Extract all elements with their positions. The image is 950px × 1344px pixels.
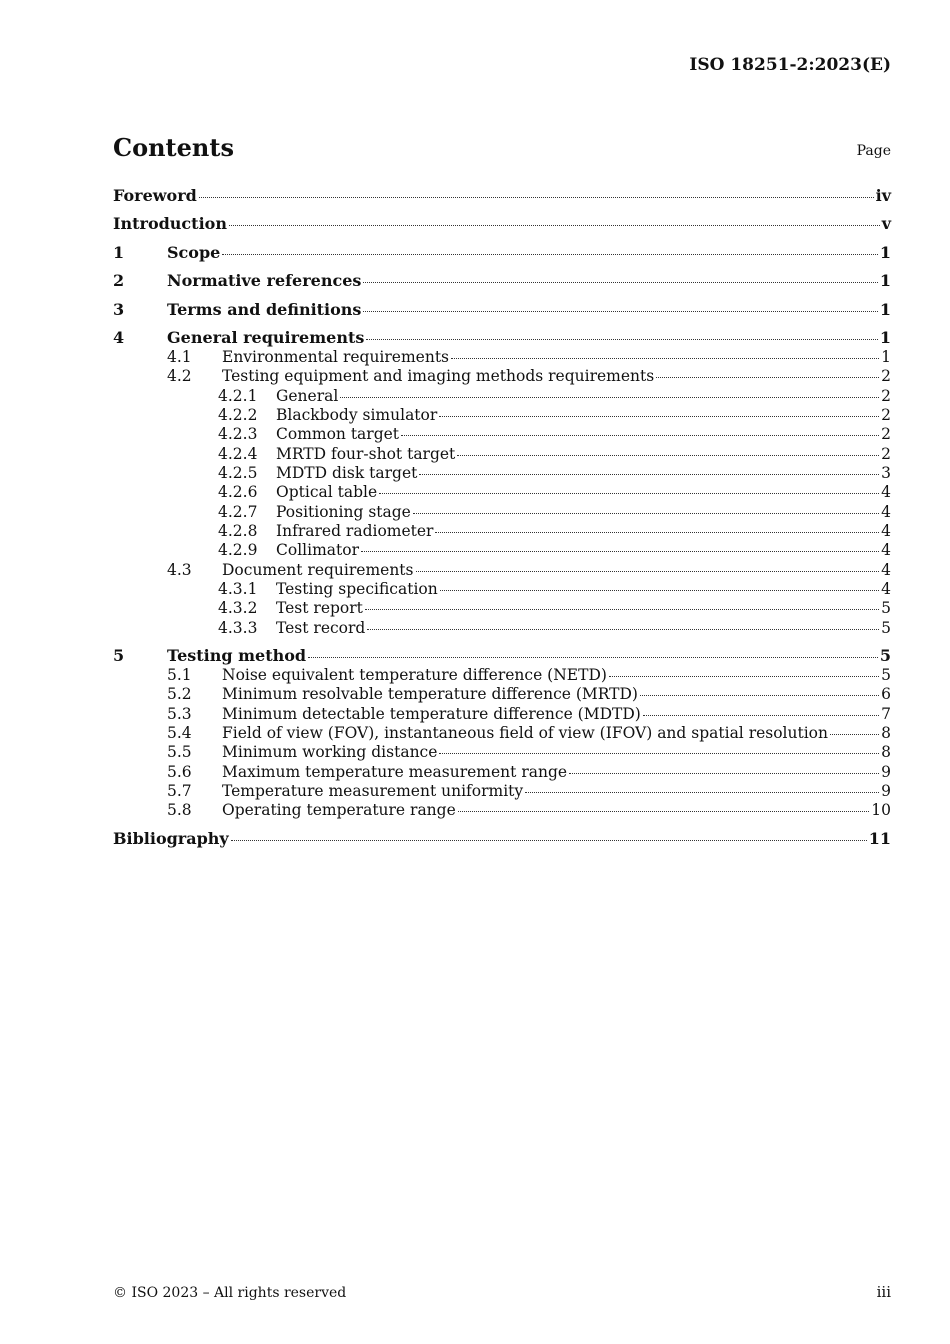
toc-entry[interactable] bbox=[113, 598, 891, 618]
toc-entry-page: 3 bbox=[881, 464, 891, 482]
toc-entry-page: 9 bbox=[881, 763, 891, 781]
toc-entry-number: 4.2.9 bbox=[218, 541, 258, 559]
toc-entry-page: 7 bbox=[881, 705, 891, 723]
toc-entry-number: 4.2.4 bbox=[218, 445, 258, 463]
dot-leader bbox=[440, 590, 879, 591]
toc-entry[interactable] bbox=[113, 540, 891, 560]
dot-leader bbox=[439, 416, 879, 417]
footer-page-number: iii bbox=[876, 1283, 891, 1301]
dot-leader bbox=[365, 609, 879, 610]
dot-leader bbox=[308, 657, 878, 658]
toc-entry-page: 2 bbox=[881, 367, 891, 385]
toc-entry-page: 4 bbox=[881, 580, 891, 598]
toc-entry-page: 4 bbox=[881, 503, 891, 521]
toc-entry-title: Document requirements bbox=[222, 561, 414, 579]
toc-entry[interactable] bbox=[113, 243, 891, 263]
toc-entry-title: Temperature measurement uniformity bbox=[222, 782, 524, 800]
dot-leader bbox=[451, 358, 879, 359]
dot-leader bbox=[379, 493, 879, 494]
toc-entry-page: 4 bbox=[881, 541, 891, 559]
toc-entry-number: 4.2.5 bbox=[218, 464, 258, 482]
toc-entry-number: 4 bbox=[113, 328, 125, 347]
toc-entry-title: Optical table bbox=[276, 483, 378, 501]
toc-entry-number: 4.2.1 bbox=[218, 387, 258, 405]
toc-entry-title: Test record bbox=[276, 619, 366, 637]
toc-entry-page: 4 bbox=[881, 522, 891, 540]
toc-entry[interactable] bbox=[113, 271, 891, 291]
dot-leader bbox=[435, 532, 879, 533]
toc-entry[interactable] bbox=[113, 214, 891, 234]
toc-entry-title: Environmental requirements bbox=[222, 348, 450, 366]
toc-entry-title: Blackbody simulator bbox=[276, 406, 438, 424]
toc-entry-title: Terms and definitions bbox=[167, 300, 362, 319]
toc-entry-page: 1 bbox=[879, 300, 891, 319]
dot-leader bbox=[363, 311, 877, 312]
toc-entry-title: Field of view (FOV), instantaneous field of view (IFOV) and spatial resolution bbox=[222, 724, 828, 742]
dot-leader bbox=[367, 629, 879, 630]
dot-leader bbox=[366, 339, 878, 340]
toc-entry-number: 5.4 bbox=[167, 724, 192, 742]
toc-entry[interactable] bbox=[113, 482, 891, 502]
dot-leader bbox=[413, 513, 879, 514]
toc-entry[interactable] bbox=[113, 723, 891, 743]
toc-entry-title: Foreword bbox=[113, 186, 197, 205]
dot-leader bbox=[419, 474, 879, 475]
toc-entry-number: 4.2.2 bbox=[218, 406, 258, 424]
dot-leader bbox=[363, 282, 877, 283]
toc-entry-number: 4.3 bbox=[167, 561, 192, 579]
toc-entry[interactable] bbox=[113, 646, 891, 666]
dot-leader bbox=[361, 551, 879, 552]
dot-leader bbox=[656, 377, 879, 378]
toc-entry-title: MRTD four-shot target bbox=[276, 445, 456, 463]
dot-leader bbox=[401, 435, 879, 436]
toc-entry-title: Minimum working distance bbox=[222, 743, 438, 761]
dot-leader bbox=[439, 753, 879, 754]
toc-entry-number: 5.3 bbox=[167, 705, 192, 723]
toc-entry-title: Testing specification bbox=[276, 580, 438, 598]
dot-leader bbox=[457, 455, 879, 456]
toc-entry-title: Testing method bbox=[167, 646, 307, 665]
toc-entry-title: Testing equipment and imaging methods requirements bbox=[222, 367, 655, 385]
toc-entry-title: Introduction bbox=[113, 214, 227, 233]
toc-entry-number: 5.8 bbox=[167, 801, 192, 819]
toc-entry-number: 5.7 bbox=[167, 782, 192, 800]
toc-entry-number: 5.2 bbox=[167, 685, 192, 703]
toc-entry-page: 10 bbox=[871, 801, 891, 819]
toc-entry-page: 8 bbox=[881, 743, 891, 761]
toc-entry-title: Infrared radiometer bbox=[276, 522, 434, 540]
page-column-label: Page bbox=[856, 143, 891, 159]
toc-entry-number: 4.2.8 bbox=[218, 522, 258, 540]
toc-entry[interactable] bbox=[113, 502, 891, 522]
toc-entry[interactable] bbox=[113, 521, 891, 541]
toc-entry[interactable] bbox=[113, 560, 891, 580]
toc-entry-title: Minimum resolvable temperature difference (MRTD) bbox=[222, 685, 638, 703]
dot-leader bbox=[525, 792, 879, 793]
toc-entry-number: 2 bbox=[113, 271, 125, 290]
toc-entry[interactable] bbox=[113, 829, 891, 849]
toc-entry[interactable] bbox=[113, 186, 891, 206]
toc-entry-page: 9 bbox=[881, 782, 891, 800]
toc-entry-title: Bibliography bbox=[113, 829, 229, 848]
toc-entry[interactable] bbox=[113, 463, 891, 483]
toc-entry-page: 2 bbox=[881, 406, 891, 424]
toc-entry-title: General bbox=[276, 387, 339, 405]
toc-entry[interactable] bbox=[113, 405, 891, 425]
toc-entry-number: 1 bbox=[113, 243, 125, 262]
dot-leader bbox=[416, 571, 880, 572]
dot-leader bbox=[199, 197, 874, 198]
toc-entry-page: 2 bbox=[881, 387, 891, 405]
toc-entry-title: Operating temperature range bbox=[222, 801, 456, 819]
toc-entry-number: 4.1 bbox=[167, 348, 192, 366]
toc-entry-page: iv bbox=[875, 186, 891, 205]
toc-entry[interactable] bbox=[113, 328, 891, 348]
toc-entry-title: General requirements bbox=[167, 328, 365, 347]
toc-entry-page: 6 bbox=[881, 685, 891, 703]
table-of-contents bbox=[113, 0, 891, 900]
toc-entry-page: 5 bbox=[881, 599, 891, 617]
toc-entry[interactable] bbox=[113, 684, 891, 704]
toc-entry[interactable] bbox=[113, 386, 891, 406]
toc-entry-title: Positioning stage bbox=[276, 503, 411, 521]
dot-leader bbox=[340, 397, 879, 398]
toc-entry-page: 11 bbox=[868, 829, 891, 848]
page-title: Contents bbox=[113, 133, 234, 162]
toc-entry[interactable] bbox=[113, 579, 891, 599]
toc-entry-page: 4 bbox=[881, 561, 891, 579]
toc-entry[interactable] bbox=[113, 366, 891, 386]
toc-entry-title: Noise equivalent temperature difference (NETD) bbox=[222, 666, 607, 684]
dot-leader bbox=[222, 254, 878, 255]
toc-entry-page: 5 bbox=[881, 619, 891, 637]
dot-leader bbox=[640, 695, 879, 696]
toc-entry[interactable] bbox=[113, 424, 891, 444]
toc-entry[interactable] bbox=[113, 762, 891, 782]
toc-entry-title: Minimum detectable temperature difference (MDTD) bbox=[222, 705, 641, 723]
toc-entry[interactable] bbox=[113, 704, 891, 724]
standard-id: ISO 18251-2:2023(E) bbox=[689, 55, 891, 75]
toc-entry-number: 4.2.3 bbox=[218, 425, 258, 443]
toc-entry-page: 4 bbox=[881, 483, 891, 501]
toc-entry-title: Test report bbox=[276, 599, 363, 617]
toc-entry-page: 1 bbox=[879, 328, 891, 347]
toc-entry-page: 2 bbox=[881, 445, 891, 463]
dot-leader bbox=[229, 225, 880, 226]
toc-entry[interactable] bbox=[113, 781, 891, 801]
toc-entry-number: 5.1 bbox=[167, 666, 192, 684]
toc-entry-number: 4.2.7 bbox=[218, 503, 258, 521]
dot-leader bbox=[569, 773, 879, 774]
toc-entry-page: 5 bbox=[881, 666, 891, 684]
toc-entry-number: 4.2 bbox=[167, 367, 192, 385]
toc-entry[interactable] bbox=[113, 300, 891, 320]
toc-entry-title: MDTD disk target bbox=[276, 464, 418, 482]
toc-entry-number: 5 bbox=[113, 646, 125, 665]
dot-leader bbox=[231, 840, 867, 841]
toc-entry-page: 5 bbox=[879, 646, 891, 665]
toc-entry[interactable] bbox=[113, 618, 891, 638]
toc-entry[interactable] bbox=[113, 444, 891, 464]
toc-entry-page: 1 bbox=[881, 348, 891, 366]
toc-entry-title: Normative references bbox=[167, 271, 362, 290]
toc-entry-title: Common target bbox=[276, 425, 400, 443]
footer-copyright: © ISO 2023 – All rights reserved bbox=[113, 1285, 347, 1301]
dot-leader bbox=[830, 734, 879, 735]
toc-entry[interactable] bbox=[113, 665, 891, 685]
toc-entry-number: 3 bbox=[113, 300, 125, 319]
toc-entry[interactable] bbox=[113, 800, 891, 820]
toc-entry-number: 5.6 bbox=[167, 763, 192, 781]
toc-entry-number: 4.2.6 bbox=[218, 483, 258, 501]
toc-entry-number: 4.3.3 bbox=[218, 619, 258, 637]
toc-entry[interactable] bbox=[113, 347, 891, 367]
toc-entry-page: 8 bbox=[881, 724, 891, 742]
toc-entry-number: 4.3.2 bbox=[218, 599, 258, 617]
toc-entry-page: 1 bbox=[879, 271, 891, 290]
toc-entry-page: 2 bbox=[881, 425, 891, 443]
dot-leader bbox=[643, 715, 879, 716]
dot-leader bbox=[609, 676, 879, 677]
toc-entry-page: 1 bbox=[879, 243, 891, 262]
toc-entry[interactable] bbox=[113, 742, 891, 762]
toc-entry-title: Maximum temperature measurement range bbox=[222, 763, 568, 781]
toc-entry-title: Scope bbox=[167, 243, 221, 262]
dot-leader bbox=[458, 811, 870, 812]
toc-entry-title: Collimator bbox=[276, 541, 359, 559]
toc-entry-number: 4.3.1 bbox=[218, 580, 258, 598]
toc-entry-number: 5.5 bbox=[167, 743, 192, 761]
toc-entry-page: v bbox=[881, 214, 891, 233]
